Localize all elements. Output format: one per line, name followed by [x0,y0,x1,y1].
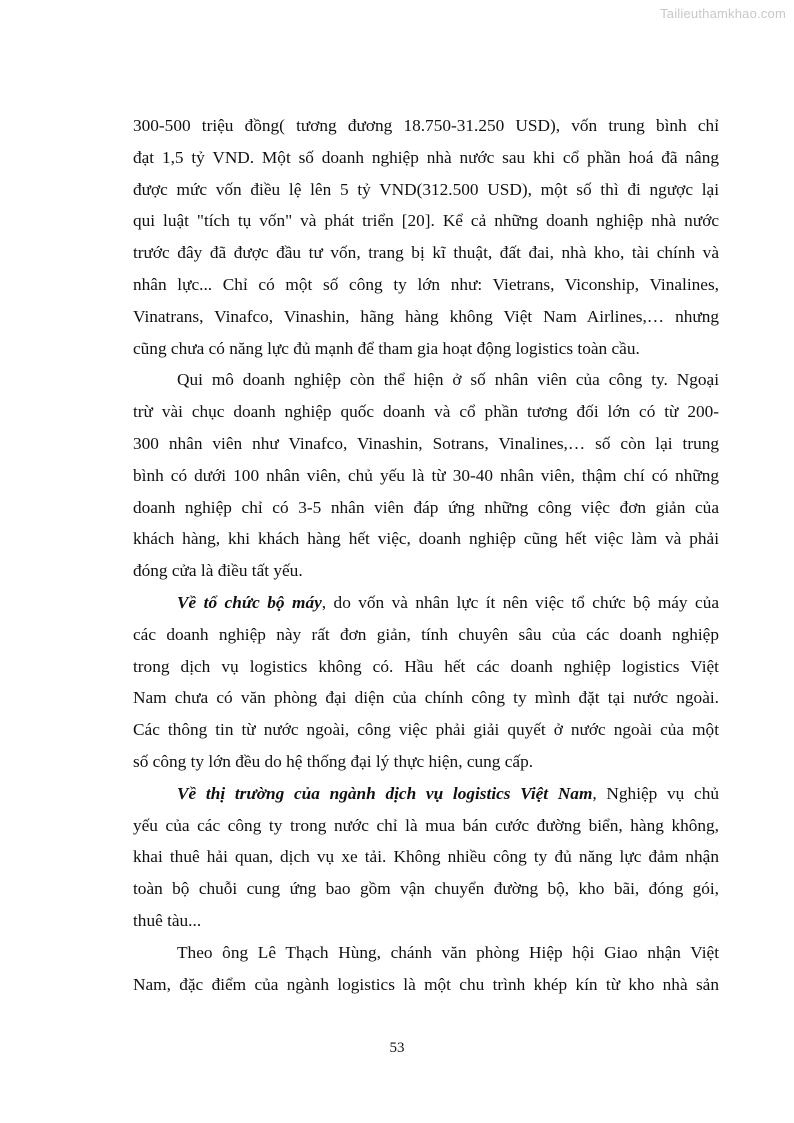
text-line: Theo ông Lê Thạch Hùng, chánh văn phòng Hiệp hội Giao nhận Việt [177,942,719,962]
text-line: được mức vốn điều lệ lên 5 tỷ VND(312.500 USD), một số thì đi ngược lại [133,179,719,199]
text-line: bình có dưới 100 nhân viên, chủ yếu là từ 30-40 nhân viên, thậm chí có những [133,465,719,485]
text-line: Vinatrans, Vinafco, Vinashin, hãng hàng không Việt Nam Airlines,… nhưng [133,306,719,326]
text-line: Các thông tin từ nước ngoài, công việc phải giải quyết ở nước ngoài của một [133,720,719,740]
paragraph-lead: Về tổ chức bộ máy [177,592,322,612]
paragraph-organization [133,587,719,778]
text-line: Qui mô doanh nghiệp còn thể hiện ở số nhân viên của công ty. Ngoại [177,370,719,390]
text-line: Nam chưa có văn phòng đại diện của chính công ty mình đặt tại nước ngoài. [133,688,719,708]
text-line: khai thuê hải quan, dịch vụ xe tải. Không nhiều công ty đủ năng lực đảm nhận [133,847,719,867]
text-line: trong dịch vụ logistics không có. Hầu hết các doanh nghiệp logistics Việt [133,656,719,676]
text-line: yếu của các công ty trong nước chỉ là mua bán cước đường biển, hàng không, [133,815,719,835]
text-line: đóng cửa là điều tất yếu. [133,561,303,581]
paragraph-lead: Về thị trường của ngành dịch vụ logistics Việt Nam [177,783,593,803]
paragraph-lead-rest: , do vốn và nhân lực ít nên việc tổ chức bộ máy của [321,592,719,612]
text-line: số công ty lớn đều do hệ thống đại lý thực hiện, cung cấp. [133,751,534,771]
text-line: toàn bộ chuỗi cung ứng bao gồm vận chuyển đường bộ, kho bãi, đóng gói, [133,879,719,899]
text-line: qui luật "tích tụ vốn" và phát triển [20]. Kể cả những doanh nghiệp nhà nước [133,211,719,231]
text-line: 300-500 triệu đồng( tương đương 18.750-31.250 USD), vốn trung bình chỉ [133,116,719,135]
paragraph-lead-rest: , Nghiệp vụ chủ [592,783,719,803]
text-line: trừ vài chục doanh nghiệp quốc doanh và cổ phần tương đối lớn có từ 200- [133,402,719,422]
text-line: nhân lực... Chỉ có một số công ty lớn như: Vietrans, Viconship, Vinalines, [133,274,719,294]
paragraph-staff-size [133,364,719,587]
text-line [133,778,719,810]
text-line: các doanh nghiệp này rất đơn giản, tính chuyên sâu của các doanh nghiệp [133,624,719,644]
watermark: Tailieuthamkhao.com [660,6,786,21]
text-line: cũng chưa có năng lực đủ mạnh để tham gia hoạt động logistics toàn cầu. [133,338,640,358]
text-line: 300 nhân viên như Vinafco, Vinashin, Sotrans, Vinalines,… số còn lại trung [133,433,719,453]
text-line [133,587,719,619]
paragraph-capital [133,110,719,364]
text-line: đạt 1,5 tỷ VND. Một số doanh nghiệp nhà nước sau khi cổ phần hoá đã nâng [133,147,719,167]
text-line: doanh nghiệp chỉ có 3-5 nhân viên đáp ứng những công việc đơn giản của [133,497,719,517]
paragraph-market [133,778,719,937]
page-number: 53 [389,1040,405,1056]
text-line: thuê tàu... [133,910,202,930]
document-body [133,110,719,1000]
text-line: khách hàng, khi khách hàng hết việc, doanh nghiệp cũng hết việc làm và phải [133,529,719,549]
paragraph-quote [133,937,719,1001]
text-line: trước đây đã được đầu tư vốn, trang bị kĩ thuật, đất đai, nhà kho, tài chính và [133,243,719,263]
text-line: Nam, đặc điểm của ngành logistics là một chu trình khép kín từ kho nhà sản [133,974,719,994]
